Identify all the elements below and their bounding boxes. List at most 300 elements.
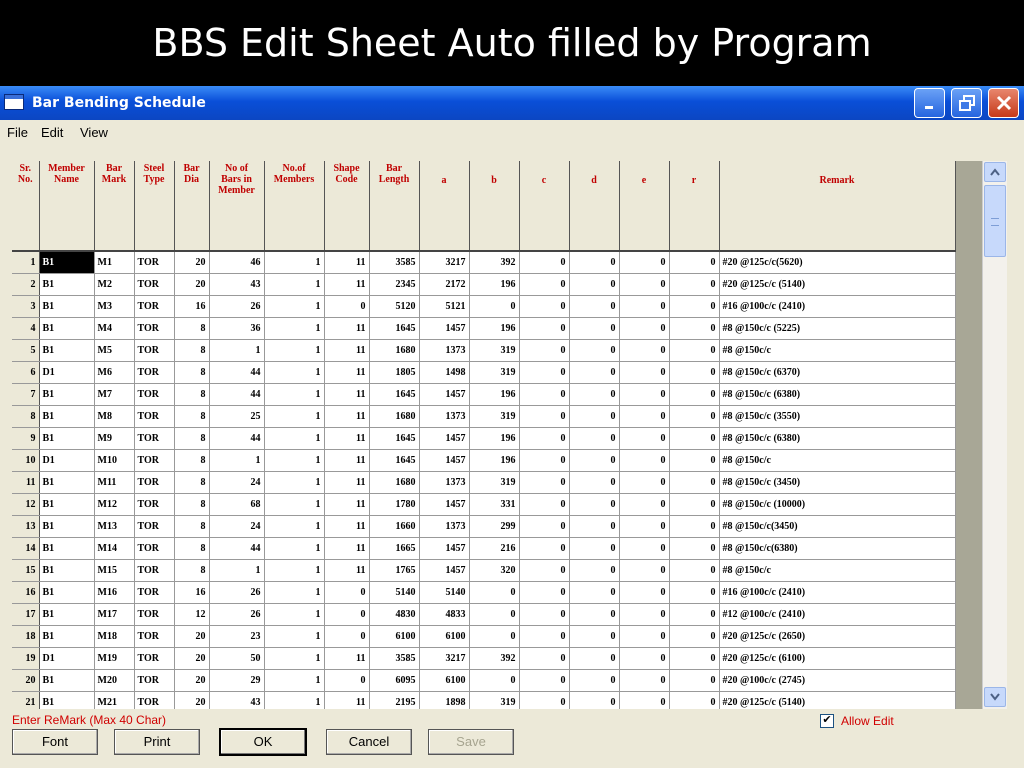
table-cell[interactable]: 0 [669, 670, 719, 692]
table-cell[interactable]: 196 [469, 318, 519, 340]
table-cell[interactable]: B1 [39, 318, 94, 340]
save-button[interactable]: Save [428, 729, 514, 755]
table-cell[interactable]: 0 [519, 648, 569, 670]
table-cell[interactable]: #8 @150c/c [719, 560, 955, 582]
table-cell[interactable]: B1 [39, 670, 94, 692]
table-cell[interactable]: 1 [264, 494, 324, 516]
table-cell[interactable]: M12 [94, 494, 134, 516]
table-cell[interactable]: TOR [134, 472, 174, 494]
table-cell[interactable]: 0 [619, 648, 669, 670]
table-cell[interactable]: 0 [519, 670, 569, 692]
table-cell[interactable]: 1765 [369, 560, 419, 582]
table-cell[interactable]: 0 [669, 406, 719, 428]
table-cell[interactable]: 1660 [369, 516, 419, 538]
table-cell[interactable]: 8 [174, 472, 209, 494]
table-cell[interactable]: 0 [519, 604, 569, 626]
table-cell[interactable]: 0 [669, 538, 719, 560]
table-cell[interactable]: B1 [39, 626, 94, 648]
table-row[interactable] [12, 472, 955, 494]
table-cell[interactable]: 1 [264, 428, 324, 450]
table-cell[interactable]: 0 [619, 428, 669, 450]
table-cell[interactable]: #8 @150c/c (3450) [719, 472, 955, 494]
table-cell[interactable]: 319 [469, 340, 519, 362]
table-cell[interactable]: 196 [469, 428, 519, 450]
table-cell[interactable]: 0 [324, 670, 369, 692]
table-cell[interactable]: 68 [209, 494, 264, 516]
table-cell[interactable]: 1680 [369, 406, 419, 428]
table-cell[interactable]: B1 [39, 428, 94, 450]
table-cell[interactable]: B1 [39, 582, 94, 604]
table-cell[interactable]: 1680 [369, 472, 419, 494]
table-cell[interactable]: 1457 [419, 494, 469, 516]
table-cell[interactable]: M20 [94, 670, 134, 692]
table-cell[interactable]: 3585 [369, 251, 419, 274]
table-cell[interactable]: TOR [134, 494, 174, 516]
table-cell[interactable]: 0 [669, 516, 719, 538]
table-cell[interactable]: TOR [134, 450, 174, 472]
table-cell[interactable]: #16 @100c/c (2410) [719, 296, 955, 318]
table-cell[interactable]: 0 [569, 692, 619, 710]
table-cell[interactable]: 3217 [419, 648, 469, 670]
table-cell[interactable]: #8 @150c/c (6380) [719, 428, 955, 450]
table-cell[interactable]: 0 [569, 516, 619, 538]
table-cell[interactable]: B1 [39, 604, 94, 626]
table-cell[interactable]: 6100 [369, 626, 419, 648]
table-cell[interactable]: B1 [39, 692, 94, 710]
menu-file[interactable]: File [7, 125, 28, 140]
table-cell[interactable]: 43 [209, 274, 264, 296]
table-cell[interactable]: #20 @100c/c (2745) [719, 670, 955, 692]
table-cell[interactable]: 0 [669, 648, 719, 670]
table-cell[interactable]: 0 [619, 604, 669, 626]
table-cell[interactable]: 0 [619, 626, 669, 648]
table-row[interactable] [12, 604, 955, 626]
table-cell[interactable]: 2172 [419, 274, 469, 296]
scroll-down-button[interactable] [984, 687, 1006, 707]
table-cell[interactable]: 26 [209, 296, 264, 318]
table-cell[interactable]: 5140 [369, 582, 419, 604]
table-cell[interactable]: TOR [134, 406, 174, 428]
table-cell[interactable]: 0 [519, 626, 569, 648]
table-cell[interactable]: 0 [669, 450, 719, 472]
table-cell[interactable]: #20 @125c/c (6100) [719, 648, 955, 670]
table-cell[interactable]: 11 [324, 274, 369, 296]
table-cell[interactable]: 43 [209, 692, 264, 710]
table-cell[interactable]: 11 [324, 362, 369, 384]
vertical-scrollbar[interactable] [982, 161, 1007, 709]
table-row[interactable] [12, 340, 955, 362]
table-cell[interactable]: B1 [39, 406, 94, 428]
table-cell[interactable]: 1457 [419, 450, 469, 472]
menu-view[interactable]: View [80, 125, 108, 140]
table-cell[interactable]: 1 [264, 516, 324, 538]
table-cell[interactable]: TOR [134, 318, 174, 340]
title-bar[interactable] [0, 86, 1024, 120]
table-cell[interactable]: #8 @150c/c(6380) [719, 538, 955, 560]
table-cell[interactable]: 5140 [419, 582, 469, 604]
table-cell[interactable]: 11 [324, 538, 369, 560]
table-cell[interactable]: 11 [324, 692, 369, 710]
table-cell[interactable]: M13 [94, 516, 134, 538]
table-cell[interactable]: 0 [469, 296, 519, 318]
table-cell[interactable]: 8 [174, 450, 209, 472]
table-row[interactable] [12, 516, 955, 538]
table-cell[interactable]: 1 [264, 340, 324, 362]
table-cell[interactable]: 1373 [419, 340, 469, 362]
table-cell[interactable]: D1 [39, 648, 94, 670]
table-cell[interactable]: 46 [209, 251, 264, 274]
table-cell[interactable]: 8 [174, 538, 209, 560]
table-cell[interactable]: 1457 [419, 428, 469, 450]
table-cell[interactable]: 11 [324, 384, 369, 406]
table-cell[interactable]: 0 [619, 670, 669, 692]
checkbox-box[interactable]: ✔ [820, 714, 834, 728]
table-cell[interactable]: 0 [519, 274, 569, 296]
table-cell[interactable]: #12 @100c/c (2410) [719, 604, 955, 626]
table-cell[interactable]: 44 [209, 428, 264, 450]
table-cell[interactable]: 8 [174, 560, 209, 582]
table-row[interactable] [12, 362, 955, 384]
table-cell[interactable]: M16 [94, 582, 134, 604]
scroll-up-button[interactable] [984, 162, 1006, 182]
table-cell[interactable]: TOR [134, 384, 174, 406]
table-cell[interactable]: 0 [619, 560, 669, 582]
table-cell[interactable]: 0 [469, 626, 519, 648]
table-cell[interactable]: 299 [469, 516, 519, 538]
ok-button[interactable]: OK [220, 729, 306, 755]
table-cell[interactable]: 1 [264, 648, 324, 670]
table-cell[interactable]: 1 [264, 318, 324, 340]
table-cell[interactable]: 6100 [419, 626, 469, 648]
table-cell[interactable]: 0 [469, 582, 519, 604]
table-cell[interactable]: 0 [569, 318, 619, 340]
table-cell[interactable]: 11 [324, 406, 369, 428]
table-row[interactable] [12, 494, 955, 516]
table-cell[interactable]: 0 [669, 626, 719, 648]
table-cell[interactable]: #8 @150c/c (3550) [719, 406, 955, 428]
table-cell[interactable]: 0 [619, 251, 669, 274]
table-cell[interactable]: 1 [264, 670, 324, 692]
table-cell[interactable]: 0 [619, 582, 669, 604]
table-cell[interactable]: 0 [324, 296, 369, 318]
table-cell[interactable]: 0 [519, 516, 569, 538]
table-cell[interactable]: 0 [619, 318, 669, 340]
table-cell[interactable]: 0 [569, 428, 619, 450]
table-cell[interactable]: M19 [94, 648, 134, 670]
table-cell[interactable]: TOR [134, 296, 174, 318]
table-cell[interactable]: 50 [209, 648, 264, 670]
table-cell[interactable]: 0 [519, 428, 569, 450]
table-cell[interactable]: 1680 [369, 340, 419, 362]
table-cell[interactable]: 0 [619, 450, 669, 472]
table-cell[interactable]: #8 @150c/c(3450) [719, 516, 955, 538]
table-cell[interactable]: 1 [264, 538, 324, 560]
table-cell[interactable]: 8 [174, 318, 209, 340]
table-row[interactable] [12, 384, 955, 406]
table-cell[interactable]: M5 [94, 340, 134, 362]
table-cell[interactable]: 0 [569, 296, 619, 318]
table-cell[interactable]: 0 [619, 274, 669, 296]
table-cell[interactable]: 0 [669, 251, 719, 274]
table-cell[interactable]: M7 [94, 384, 134, 406]
table-cell[interactable]: B1 [39, 296, 94, 318]
table-cell[interactable]: 0 [569, 494, 619, 516]
cancel-button[interactable]: Cancel [326, 729, 412, 755]
table-cell[interactable]: 0 [519, 472, 569, 494]
table-cell[interactable]: 25 [209, 406, 264, 428]
table-cell[interactable]: 1373 [419, 406, 469, 428]
table-cell[interactable]: 0 [569, 604, 619, 626]
table-cell[interactable]: TOR [134, 428, 174, 450]
table-cell[interactable]: 319 [469, 692, 519, 710]
table-cell[interactable]: B1 [39, 560, 94, 582]
table-cell[interactable]: 1 [264, 582, 324, 604]
table-cell[interactable]: TOR [134, 538, 174, 560]
table-cell[interactable]: 1 [264, 472, 324, 494]
table-cell[interactable]: 1373 [419, 516, 469, 538]
table-cell[interactable]: 20 [174, 648, 209, 670]
table-cell[interactable]: B1 [39, 340, 94, 362]
table-cell[interactable]: 36 [209, 318, 264, 340]
table-row[interactable] [12, 296, 955, 318]
table-cell[interactable]: TOR [134, 362, 174, 384]
table-cell[interactable]: 319 [469, 362, 519, 384]
table-cell[interactable]: 11 [324, 450, 369, 472]
table-cell[interactable]: 0 [619, 516, 669, 538]
table-cell[interactable]: 20 [174, 692, 209, 710]
table-cell[interactable]: 0 [669, 340, 719, 362]
table-cell[interactable]: 0 [569, 626, 619, 648]
table-cell[interactable]: 0 [569, 274, 619, 296]
table-cell[interactable]: 1457 [419, 384, 469, 406]
table-cell[interactable]: 4830 [369, 604, 419, 626]
table-cell[interactable]: B1 [39, 251, 94, 274]
table-cell[interactable]: 0 [569, 384, 619, 406]
table-cell[interactable]: M2 [94, 274, 134, 296]
table-cell[interactable]: M17 [94, 604, 134, 626]
table-cell[interactable]: 319 [469, 472, 519, 494]
table-cell[interactable]: 44 [209, 538, 264, 560]
table-cell[interactable]: TOR [134, 560, 174, 582]
table-row[interactable] [12, 560, 955, 582]
table-cell[interactable]: 0 [569, 648, 619, 670]
table-cell[interactable]: 196 [469, 450, 519, 472]
table-cell[interactable]: 1645 [369, 384, 419, 406]
table-cell[interactable]: TOR [134, 251, 174, 274]
table-cell[interactable]: 5121 [419, 296, 469, 318]
table-cell[interactable]: 196 [469, 274, 519, 296]
table-cell[interactable]: 1 [209, 340, 264, 362]
table-cell[interactable]: 6095 [369, 670, 419, 692]
table-cell[interactable]: 1 [264, 626, 324, 648]
table-cell[interactable]: 0 [324, 582, 369, 604]
table-cell[interactable]: 0 [519, 692, 569, 710]
table-cell[interactable]: 0 [619, 472, 669, 494]
table-cell[interactable]: 0 [619, 494, 669, 516]
table-cell[interactable]: 20 [174, 274, 209, 296]
table-cell[interactable]: 0 [519, 318, 569, 340]
table-cell[interactable]: 1 [264, 692, 324, 710]
table-cell[interactable]: #8 @150c/c (5225) [719, 318, 955, 340]
table-cell[interactable]: 319 [469, 406, 519, 428]
table-cell[interactable]: 20 [174, 670, 209, 692]
table-cell[interactable]: 24 [209, 516, 264, 538]
table-cell[interactable]: #20 @125c/c(5620) [719, 251, 955, 274]
table-cell[interactable]: 0 [519, 538, 569, 560]
table-cell[interactable]: 20 [174, 626, 209, 648]
table-cell[interactable]: 0 [669, 582, 719, 604]
table-row[interactable] [12, 538, 955, 560]
table-cell[interactable]: 0 [619, 384, 669, 406]
table-cell[interactable]: 0 [569, 538, 619, 560]
table-cell[interactable]: 1 [264, 604, 324, 626]
table-cell[interactable]: 0 [669, 362, 719, 384]
table-cell[interactable]: M6 [94, 362, 134, 384]
table-cell[interactable]: 0 [569, 450, 619, 472]
table-cell[interactable]: 11 [324, 428, 369, 450]
table-cell[interactable]: 0 [669, 274, 719, 296]
table-cell[interactable]: #8 @150c/c (6380) [719, 384, 955, 406]
table-cell[interactable]: M8 [94, 406, 134, 428]
table-cell[interactable]: #16 @100c/c (2410) [719, 582, 955, 604]
table-cell[interactable]: 29 [209, 670, 264, 692]
table-cell[interactable]: 6100 [419, 670, 469, 692]
table-cell[interactable]: 0 [669, 560, 719, 582]
table-cell[interactable]: B1 [39, 516, 94, 538]
table-cell[interactable]: 1645 [369, 450, 419, 472]
table-cell[interactable]: 1 [264, 296, 324, 318]
table-cell[interactable]: 1 [264, 274, 324, 296]
table-cell[interactable]: 8 [174, 406, 209, 428]
table-cell[interactable]: 11 [324, 494, 369, 516]
menu-edit[interactable]: Edit [41, 125, 64, 140]
table-cell[interactable]: TOR [134, 626, 174, 648]
table-cell[interactable]: 11 [324, 648, 369, 670]
table-cell[interactable]: B1 [39, 494, 94, 516]
table-cell[interactable]: TOR [134, 648, 174, 670]
table-cell[interactable]: 1780 [369, 494, 419, 516]
table-cell[interactable]: 11 [324, 318, 369, 340]
table-cell[interactable]: 0 [669, 472, 719, 494]
allow-edit-checkbox[interactable] [820, 714, 894, 728]
table-row[interactable] [12, 318, 955, 340]
table-cell[interactable]: 24 [209, 472, 264, 494]
table-cell[interactable]: 11 [324, 340, 369, 362]
table-cell[interactable]: 23 [209, 626, 264, 648]
table-cell[interactable]: TOR [134, 340, 174, 362]
table-cell[interactable]: 0 [519, 450, 569, 472]
table-cell[interactable]: 1 [264, 560, 324, 582]
table-cell[interactable]: 1457 [419, 538, 469, 560]
table-cell[interactable]: 0 [324, 604, 369, 626]
table-row[interactable] [12, 406, 955, 428]
table-cell[interactable]: TOR [134, 582, 174, 604]
table-cell[interactable]: #20 @125c/c (5140) [719, 692, 955, 710]
table-cell[interactable]: 8 [174, 516, 209, 538]
table-cell[interactable]: 1498 [419, 362, 469, 384]
table-cell[interactable]: 11 [324, 560, 369, 582]
table-cell[interactable]: 3217 [419, 251, 469, 274]
table-cell[interactable]: 0 [519, 340, 569, 362]
table-cell[interactable]: 0 [619, 340, 669, 362]
table-cell[interactable]: B1 [39, 384, 94, 406]
table-cell[interactable]: 1645 [369, 318, 419, 340]
table-cell[interactable]: M4 [94, 318, 134, 340]
table-cell[interactable]: TOR [134, 604, 174, 626]
table-cell[interactable]: 0 [669, 604, 719, 626]
table-cell[interactable]: 4833 [419, 604, 469, 626]
table-cell[interactable]: 0 [669, 692, 719, 710]
scroll-thumb[interactable] [984, 185, 1006, 257]
table-cell[interactable]: 0 [669, 318, 719, 340]
table-row[interactable] [12, 626, 955, 648]
table-cell[interactable]: D1 [39, 450, 94, 472]
table-cell[interactable]: 1665 [369, 538, 419, 560]
table-cell[interactable]: 16 [174, 582, 209, 604]
table-cell[interactable]: #8 @150c/c [719, 340, 955, 362]
table-cell[interactable]: 8 [174, 362, 209, 384]
table-cell[interactable]: 0 [569, 560, 619, 582]
table-cell[interactable]: B1 [39, 472, 94, 494]
table-cell[interactable]: TOR [134, 274, 174, 296]
table-row[interactable] [12, 428, 955, 450]
table-cell[interactable]: 8 [174, 384, 209, 406]
table-cell[interactable]: M18 [94, 626, 134, 648]
table-cell[interactable]: 2195 [369, 692, 419, 710]
table-cell[interactable]: 1 [264, 251, 324, 274]
table-cell[interactable]: TOR [134, 670, 174, 692]
table-cell[interactable]: M10 [94, 450, 134, 472]
table-cell[interactable]: 1 [264, 362, 324, 384]
table-cell[interactable]: 0 [669, 384, 719, 406]
table-cell[interactable]: 0 [519, 582, 569, 604]
table-cell[interactable]: M1 [94, 251, 134, 274]
table-cell[interactable]: 0 [519, 494, 569, 516]
table-cell[interactable]: 1645 [369, 428, 419, 450]
table-cell[interactable]: 0 [569, 472, 619, 494]
maximize-button[interactable] [951, 88, 982, 118]
table-cell[interactable]: 44 [209, 384, 264, 406]
table-cell[interactable]: #8 @150c/c (6370) [719, 362, 955, 384]
table-cell[interactable]: 11 [324, 472, 369, 494]
minimize-button[interactable] [914, 88, 945, 118]
table-cell[interactable]: 1 [209, 450, 264, 472]
table-cell[interactable]: 0 [569, 340, 619, 362]
close-button[interactable] [988, 88, 1019, 118]
table-cell[interactable]: M21 [94, 692, 134, 710]
table-cell[interactable]: TOR [134, 516, 174, 538]
table-cell[interactable]: 26 [209, 604, 264, 626]
table-cell[interactable]: 0 [569, 251, 619, 274]
print-button[interactable]: Print [114, 729, 200, 755]
table-cell[interactable]: 8 [174, 428, 209, 450]
table-cell[interactable]: M11 [94, 472, 134, 494]
table-cell[interactable]: M3 [94, 296, 134, 318]
table-cell[interactable]: 12 [174, 604, 209, 626]
table-cell[interactable]: M9 [94, 428, 134, 450]
table-cell[interactable]: 8 [174, 494, 209, 516]
table-cell[interactable]: 3585 [369, 648, 419, 670]
table-cell[interactable]: 1373 [419, 472, 469, 494]
table-cell[interactable]: 1898 [419, 692, 469, 710]
table-cell[interactable]: 16 [174, 296, 209, 318]
table-cell[interactable]: 0 [519, 560, 569, 582]
table-row[interactable] [12, 582, 955, 604]
table-cell[interactable]: 11 [324, 516, 369, 538]
table-cell[interactable]: 1457 [419, 318, 469, 340]
table-cell[interactable]: 0 [519, 384, 569, 406]
table-cell[interactable]: D1 [39, 362, 94, 384]
